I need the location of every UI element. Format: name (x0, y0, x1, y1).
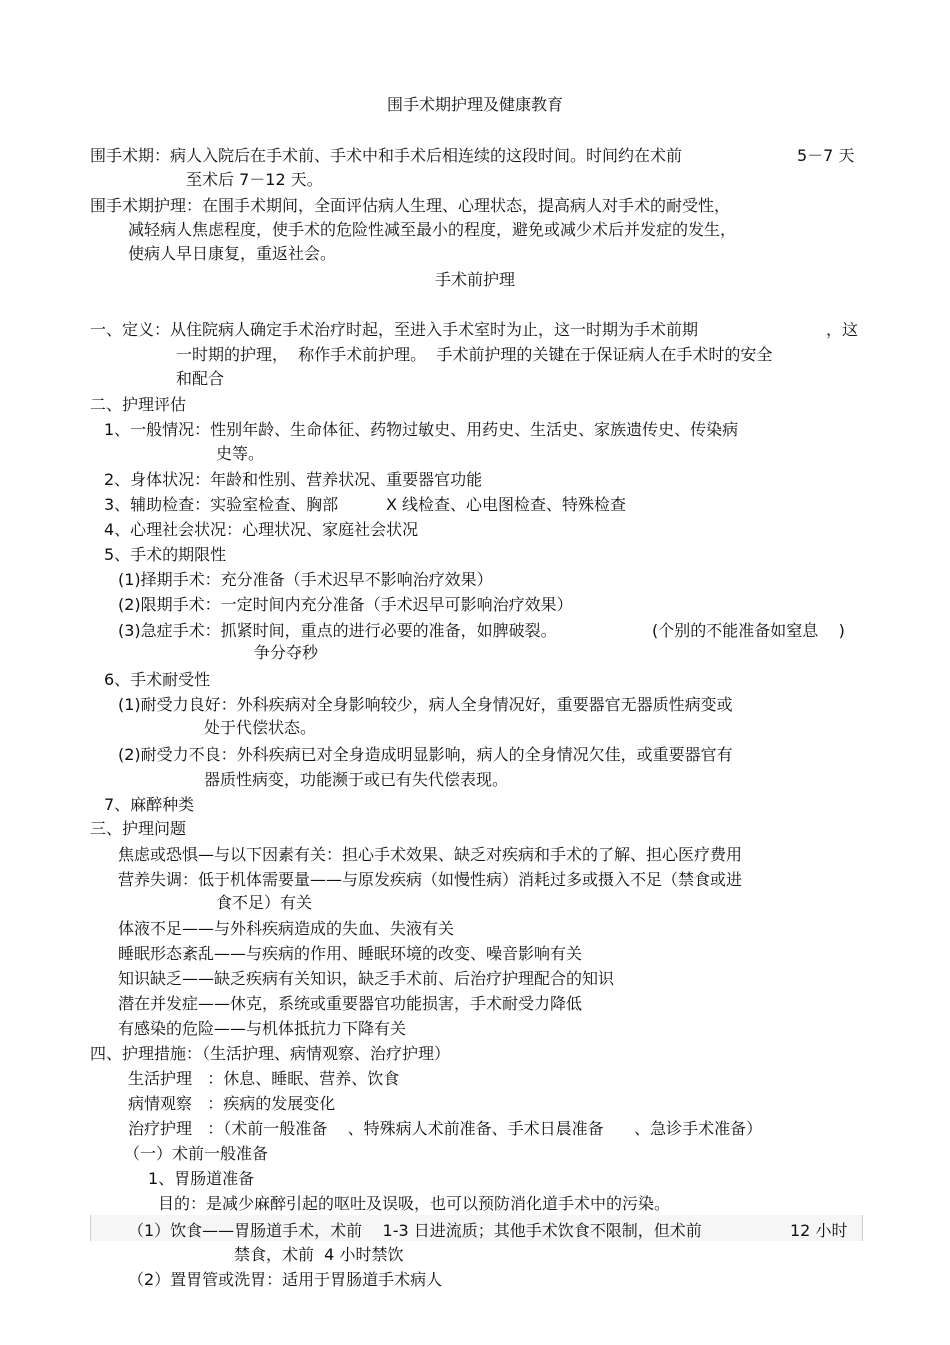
measure-subheading: （一）术前一般准备 (124, 1144, 269, 1163)
assessment-item-4: 4、心理社会状况：心理状况、家庭社会状况 (104, 520, 419, 539)
assessment-item-3-end: X 线检查、心电图检查、特殊检查 (386, 495, 627, 514)
assessment-item-5: 5、手术的期限性 (104, 545, 227, 564)
problem-2: 营养失调：低于机体需要量——与原发疾病（如慢性病）消耗过多或摄入不足（禁食或进 (118, 870, 743, 889)
problem-5: 知识缺乏——缺乏疾病有关知识，缺乏手术前、后治疗护理配合的知识 (118, 969, 615, 988)
assessment-heading: 二、护理评估 (90, 395, 187, 414)
intro-line-1-end: 5－7 天 (797, 146, 855, 165)
measure-observation: 病情观察 ：疾病的发展变化 (128, 1094, 336, 1113)
assessment-item-5-3-cont: 争分夺秒 (254, 643, 319, 662)
definition-line-2: 一时期的护理， 称作手术前护理。 手术前护理的关键在于保证病人在手术时的安全 (176, 345, 773, 364)
section-title: 手术前护理 (434, 270, 515, 289)
diet-line-end: 12 小时 (790, 1221, 848, 1240)
assessment-item-1-cont: 史等。 (216, 444, 265, 463)
assessment-item-5-1: (1)择期手术：充分准备（手术迟早不影响治疗效果） (118, 570, 493, 589)
assessment-item-6: 6、手术耐受性 (104, 670, 211, 689)
problem-6: 潜在并发症——休克，系统或重要器官功能损害，手术耐受力降低 (118, 994, 583, 1013)
assessment-item-5-3-note: (个别的不能准备如窒息 ) (652, 621, 845, 640)
assessment-item-3: 3、辅助检查：实验室检查、胸部 (104, 495, 339, 514)
diet-line: （1）饮食——胃肠道手术，术前 1-3 日进流质；其他手术饮食不限制，但术前 (128, 1221, 702, 1240)
intro-line-2: 至术后 7－12 天。 (186, 170, 323, 189)
intro-line-3: 围手术期护理：在围手术期间，全面评估病人生理、心理状态，提高病人对手术的耐受性， (90, 196, 731, 215)
assessment-item-2: 2、身体状况：年龄和性别、营养状况、重要器官功能 (104, 470, 483, 489)
measure-treatment: 治疗护理 ：（术前一般准备 、特殊病人术前准备、手术日晨准备 、急诊手术准备） (128, 1119, 763, 1138)
measures-heading: 四、护理措施：（生活护理、病情观察、治疗护理） (90, 1044, 451, 1063)
problem-3: 体液不足——与外科疾病造成的失血、失液有关 (118, 919, 455, 938)
assessment-item-6-1: (1)耐受力良好：外科疾病对全身影响较少，病人全身情况好，重要器官无器质性病变或 (118, 695, 733, 714)
assessment-item-5-2: (2)限期手术：一定时间内充分准备（手术迟早可影响治疗效果） (118, 595, 573, 614)
definition-line-3: 和配合 (176, 369, 225, 388)
problem-7: 有感染的危险——与机体抵抗力下降有关 (118, 1019, 407, 1038)
assessment-item-5-3: (3)急症手术：抓紧时间，重点的进行必要的准备，如脾破裂。 (118, 621, 557, 640)
assessment-item-6-2: (2)耐受力不良：外科疾病已对全身造成明显影响，病人的全身情况欠佳，或重要器官有 (118, 745, 733, 764)
gastric-tube-line: （2）置胃管或洗胃：适用于胃肠道手术病人 (128, 1270, 443, 1289)
definition-line-1: 一、定义：从住院病人确定手术治疗时起，至进入手术室时为止，这一时期为手术前期 (90, 320, 699, 339)
problem-2-cont: 食不足）有关 (216, 893, 313, 912)
gi-prep-purpose: 目的：是减少麻醉引起的呕吐及误吸，也可以预防消化道手术中的污染。 (158, 1194, 671, 1213)
diet-line-cont: 禁食，术前 4 小时禁饮 (234, 1245, 404, 1264)
document-title: 围手术期护理及健康教育 (386, 95, 563, 114)
problem-1: 焦虑或恐惧—与以下因素有关：担心手术效果、缺乏对疾病和手术的了解、担心医疗费用 (118, 845, 743, 864)
assessment-item-7: 7、麻醉种类 (104, 795, 195, 814)
problem-4: 睡眠形态紊乱——与疾病的作用、睡眠环境的改变、噪音影响有关 (118, 944, 583, 963)
intro-line-4: 减轻病人焦虑程度，使手术的危险性减至最小的程度，避免或减少术后并发症的发生， (128, 220, 737, 239)
gi-prep-heading: 1、胃肠道准备 (148, 1169, 255, 1188)
intro-line-5: 使病人早日康复，重返社会。 (128, 244, 337, 263)
definition-line-1-end: ，这 (826, 320, 859, 339)
assessment-item-6-2-cont: 器质性病变，功能濒于或已有失代偿表现。 (204, 770, 509, 789)
assessment-item-1: 1、一般情况：性别年龄、生命体征、药物过敏史、用药史、生活史、家族遗传史、传染病 (104, 420, 739, 439)
assessment-item-6-1-cont: 处于代偿状态。 (204, 718, 317, 737)
measure-daily-care: 生活护理 ：休息、睡眠、营养、饮食 (128, 1069, 400, 1088)
intro-line-1: 围手术期：病人入院后在手术前、手术中和手术后相连续的这段时间。时间约在术前 (90, 146, 683, 165)
problems-heading: 三、护理问题 (90, 819, 187, 838)
